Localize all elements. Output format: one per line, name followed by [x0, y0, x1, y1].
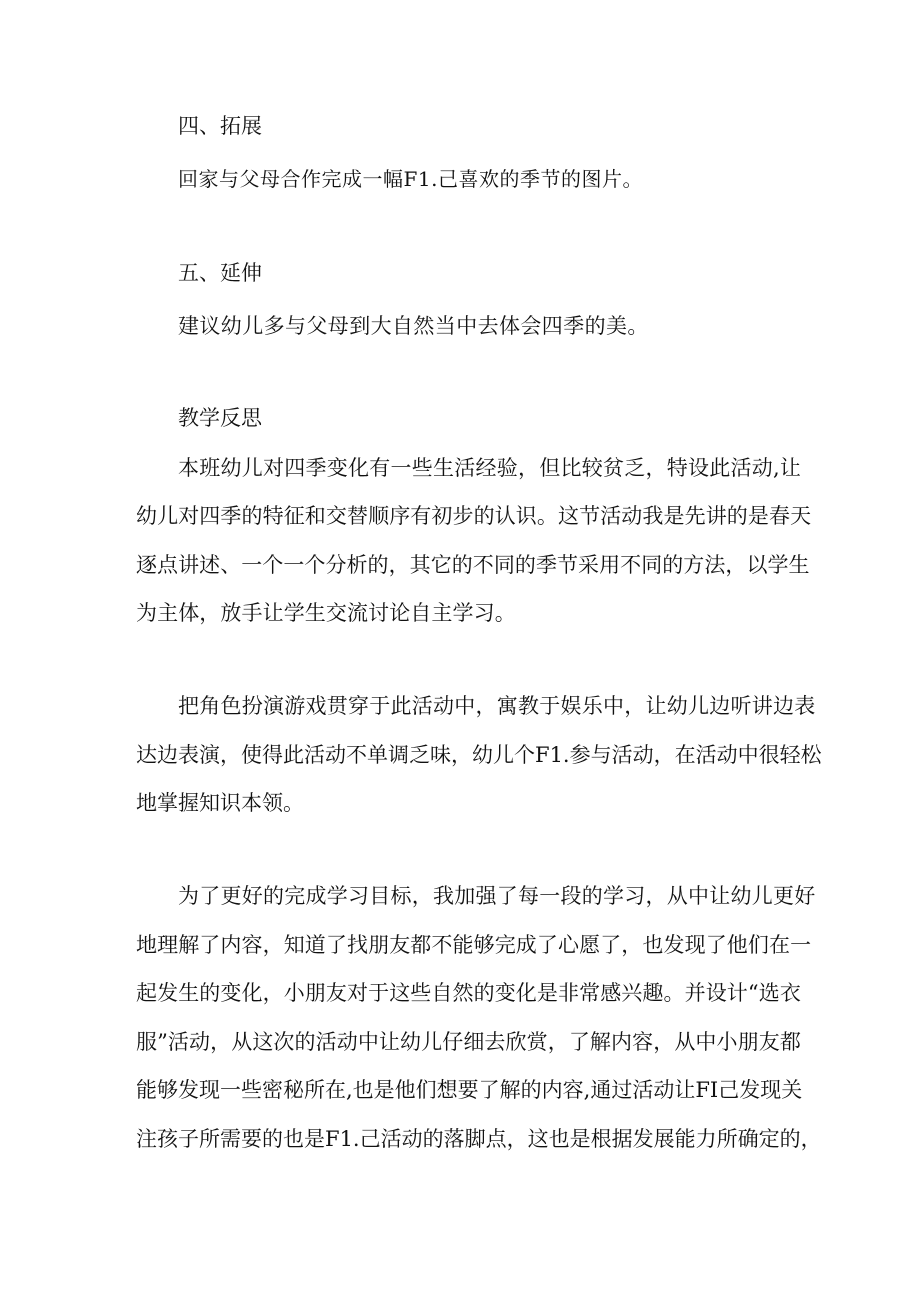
section-heading-extension: 四、拓展: [178, 114, 262, 138]
paragraph-line: 能够发现一些密秘所在,也是他们想要了解的内容,通过活动让FI己发现关: [136, 1078, 803, 1102]
paragraph-line: 逐点讲述、一个一个分析的，其它的不同的季节采用不同的方法，以学生: [136, 553, 810, 577]
paragraph-line: 注孩子所需要的也是F1.己活动的落脚点，这也是根据发展能力所确定的，: [136, 1127, 822, 1151]
continuation-text: 建议幼儿多与父母到大自然当中去体会四季的美。: [178, 314, 649, 338]
paragraph-line: 起发生的变化，小朋友对于这些自然的变化是非常感兴趣。并设计“选衣: [136, 981, 801, 1005]
section-heading-continuation: 五、延伸: [178, 261, 262, 285]
paragraph-line: 达边表演，使得此活动不单调乏味，幼儿个F1.参与活动，在活动中很轻松: [136, 743, 822, 767]
paragraph-line: 幼儿对四季的特征和交替顺序有初步的认识。这节活动我是先讲的是春天: [136, 504, 812, 528]
paragraph-line: 本班幼儿对四季变化有一些生活经验，但比较贫乏，特设此活动,让: [178, 456, 802, 480]
reflection-heading: 教学反思: [178, 406, 262, 430]
paragraph-line: 服”活动，从这次的活动中让幼儿仔细去欣赏，了解内容，从中小朋友都: [136, 1030, 801, 1054]
paragraph-line: 为主体，放手让学生交流讨论自主学习。: [136, 601, 516, 625]
paragraph-line: 地理解了内容，知道了找朋友都不能够完成了心愿了，也发现了他们在一: [136, 933, 812, 957]
paragraph-line: 把角色扮演游戏贯穿于此活动中，寓教于娱乐中，让幼儿边听讲边表: [178, 694, 816, 718]
paragraph-line: 地掌握知识本领。: [136, 791, 304, 815]
extension-text: 回家与父母合作完成一幅F1.己喜欢的季节的图片。: [178, 167, 643, 191]
paragraph-line: 为了更好的完成学习目标，我加强了每一段的学习，从中让幼儿更好: [178, 884, 816, 908]
